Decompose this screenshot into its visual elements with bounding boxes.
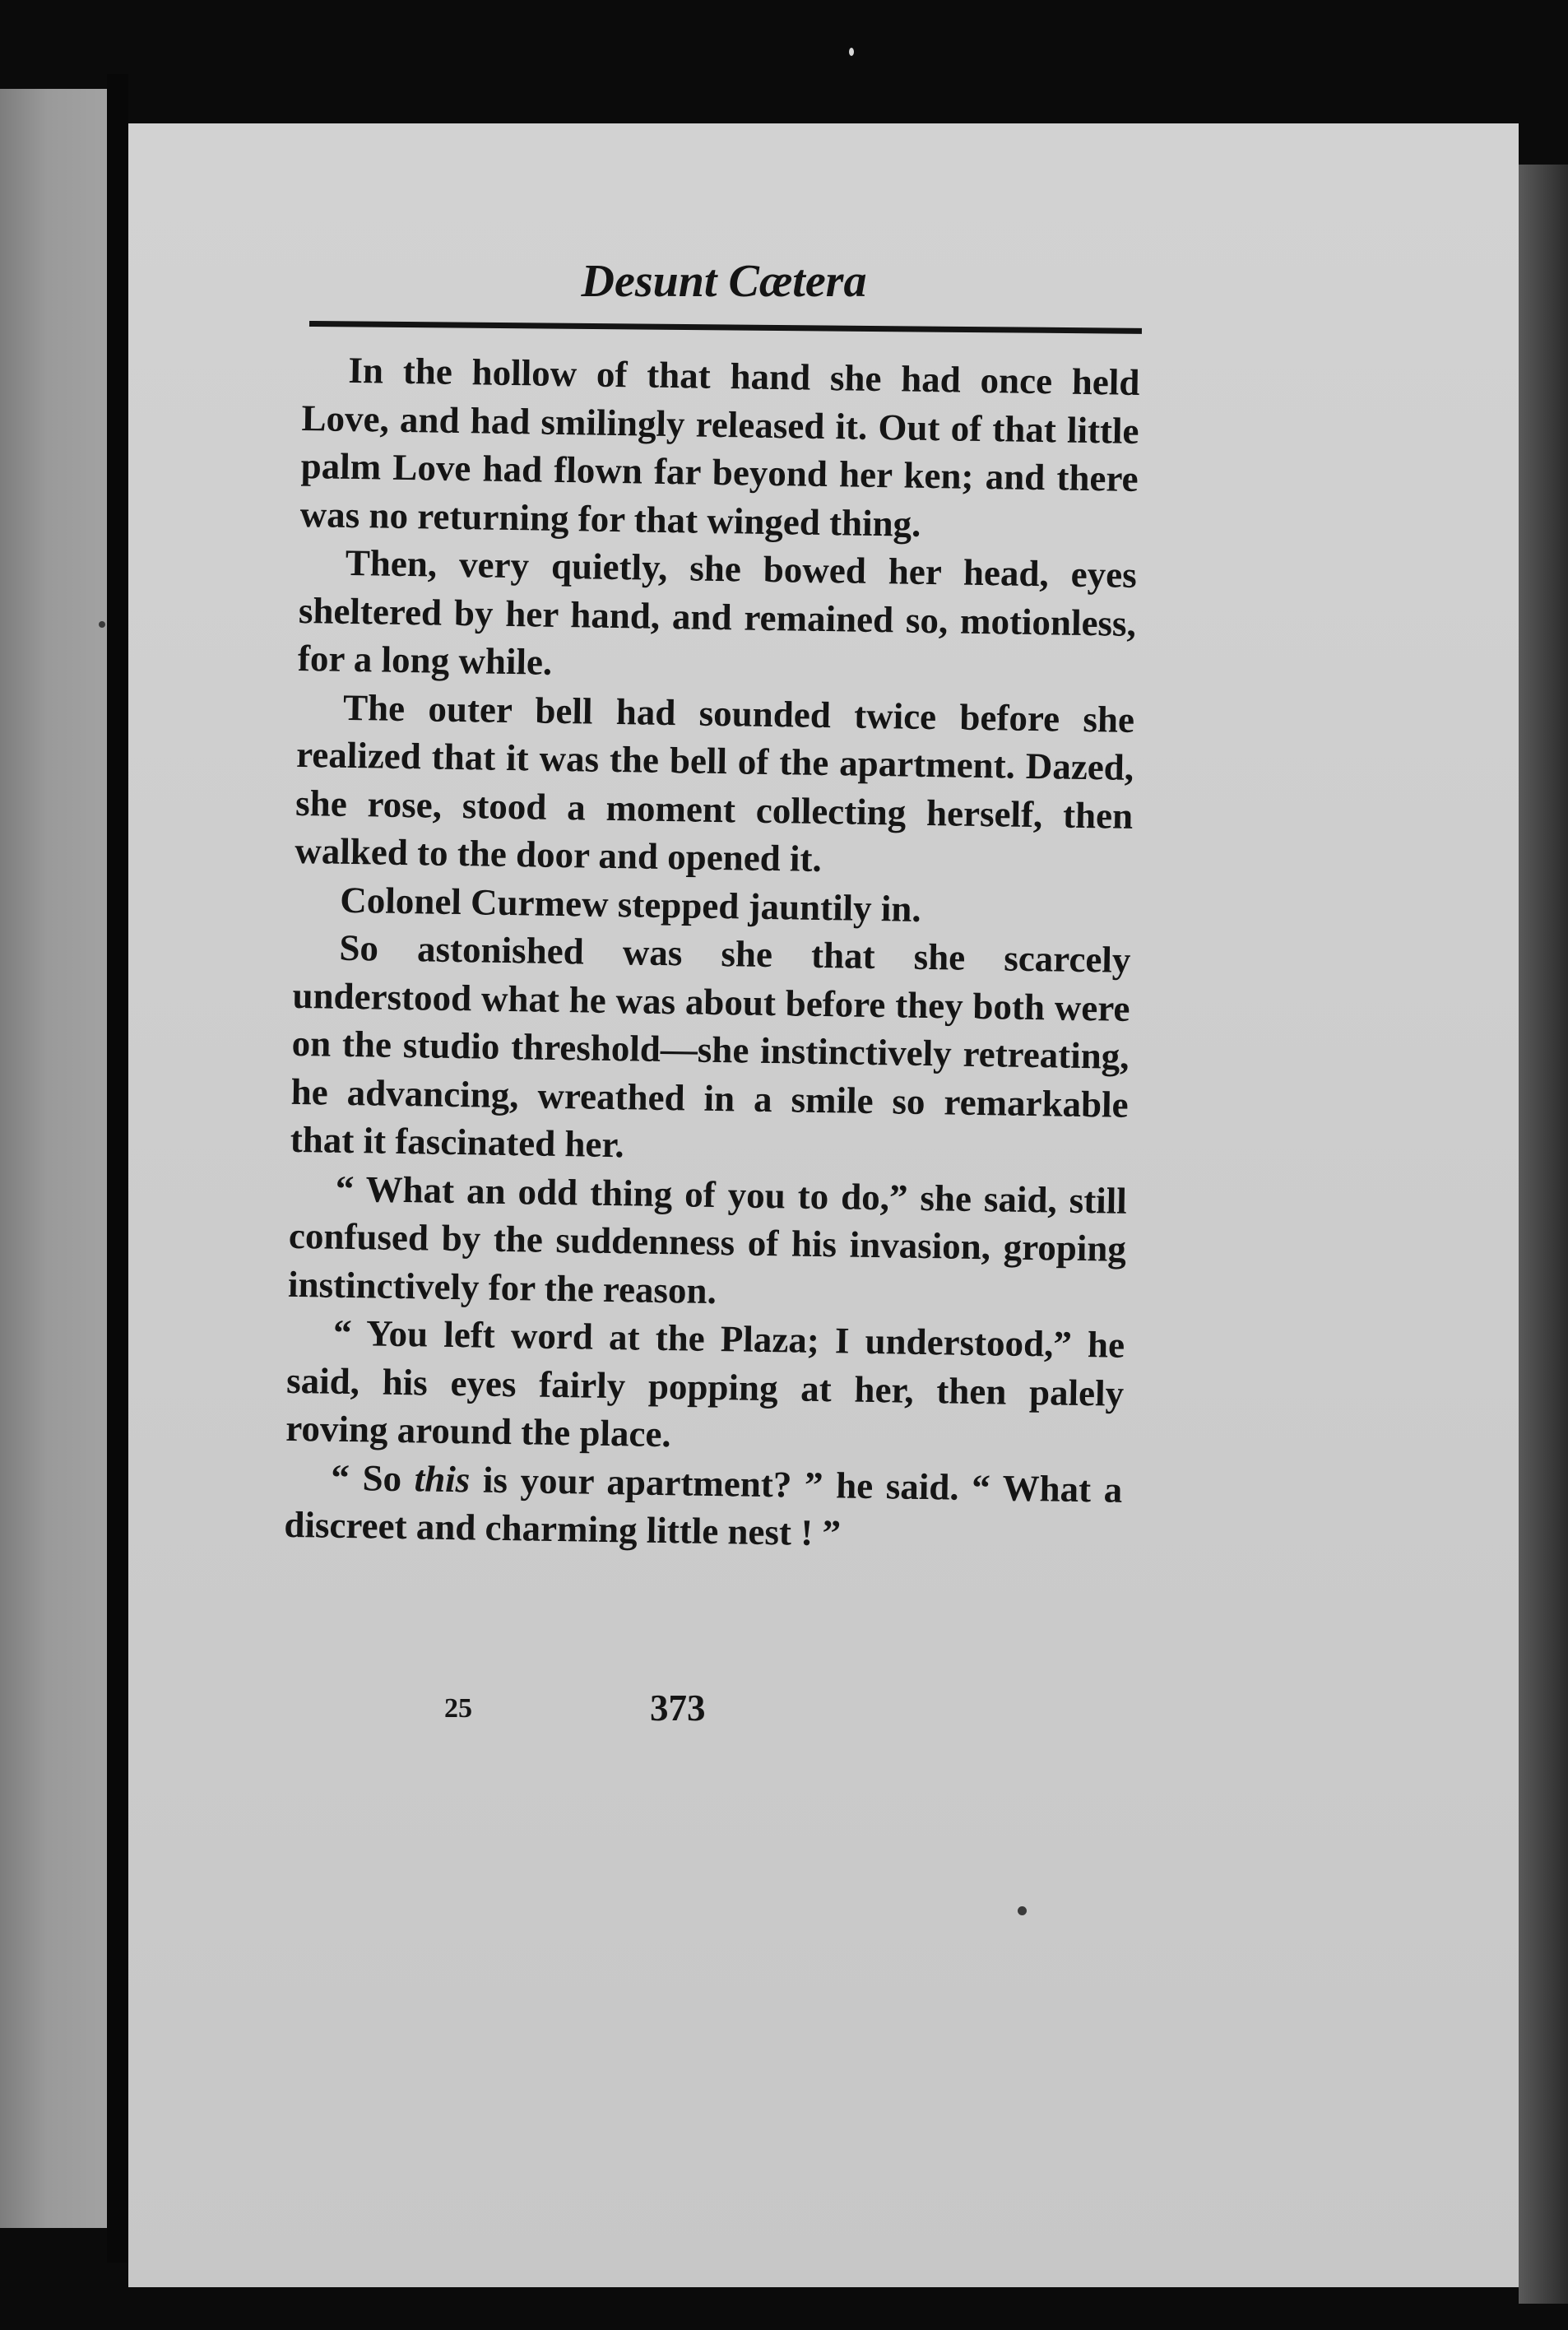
paragraph-1: In the hollow of that hand she had once held Love, and had smilingly released it. Out of that little palm Love had flown far beyond her ken; and there was no returning for that winged thing. xyxy=(299,349,1140,545)
paragraph-6: “ What an odd thing of you to do,” she said, still confused by the suddenness of his invasion, groping instinctively for the reason. xyxy=(287,1167,1128,1311)
signature-mark: 25 xyxy=(444,1693,472,1724)
page-footer xyxy=(444,1687,773,1736)
speck xyxy=(849,48,854,56)
paragraph-3: The outer bell had sounded twice before she realized that it was the bell of the apartment. Dazed, she rose, stood a moment collecting herself, then walked to the door and opened it. xyxy=(294,686,1135,880)
page-number: 373 xyxy=(650,1687,706,1729)
paragraph-5: So astonished was she that she scarcely understood what he was about before they both were on the studio threshold—she instinctively retreating, he advancing, wreathed in a smile so remarkable that it fascinated her. xyxy=(290,926,1131,1166)
facing-page xyxy=(0,89,119,2228)
paragraph-8-start: “ So xyxy=(331,1456,415,1499)
emphasis-this: this xyxy=(414,1457,471,1500)
body-text xyxy=(284,346,1140,1562)
paragraph-8-end: is your apartment? ” he said. “ What a discreet and charming little nest ! ” xyxy=(284,1458,1123,1554)
speck xyxy=(1018,1906,1027,1915)
book-gutter xyxy=(107,74,128,2263)
paragraph-2: Then, very quietly, she bowed her head, eyes sheltered by her hand, and remained so, motionless, for a long while. xyxy=(297,541,1138,683)
paragraph-8 xyxy=(284,1452,1123,1562)
running-head: Desunt Cætera xyxy=(581,256,867,307)
paragraph-7: “ You left word at the Plaza; I understood,” he said, his eyes fairly popping at her, then palely roving around the place. xyxy=(285,1311,1125,1455)
speck xyxy=(99,621,105,628)
paragraph-4: Colonel Curmew stepped jauntily in. xyxy=(340,879,922,930)
page-edge xyxy=(1519,165,1568,2304)
